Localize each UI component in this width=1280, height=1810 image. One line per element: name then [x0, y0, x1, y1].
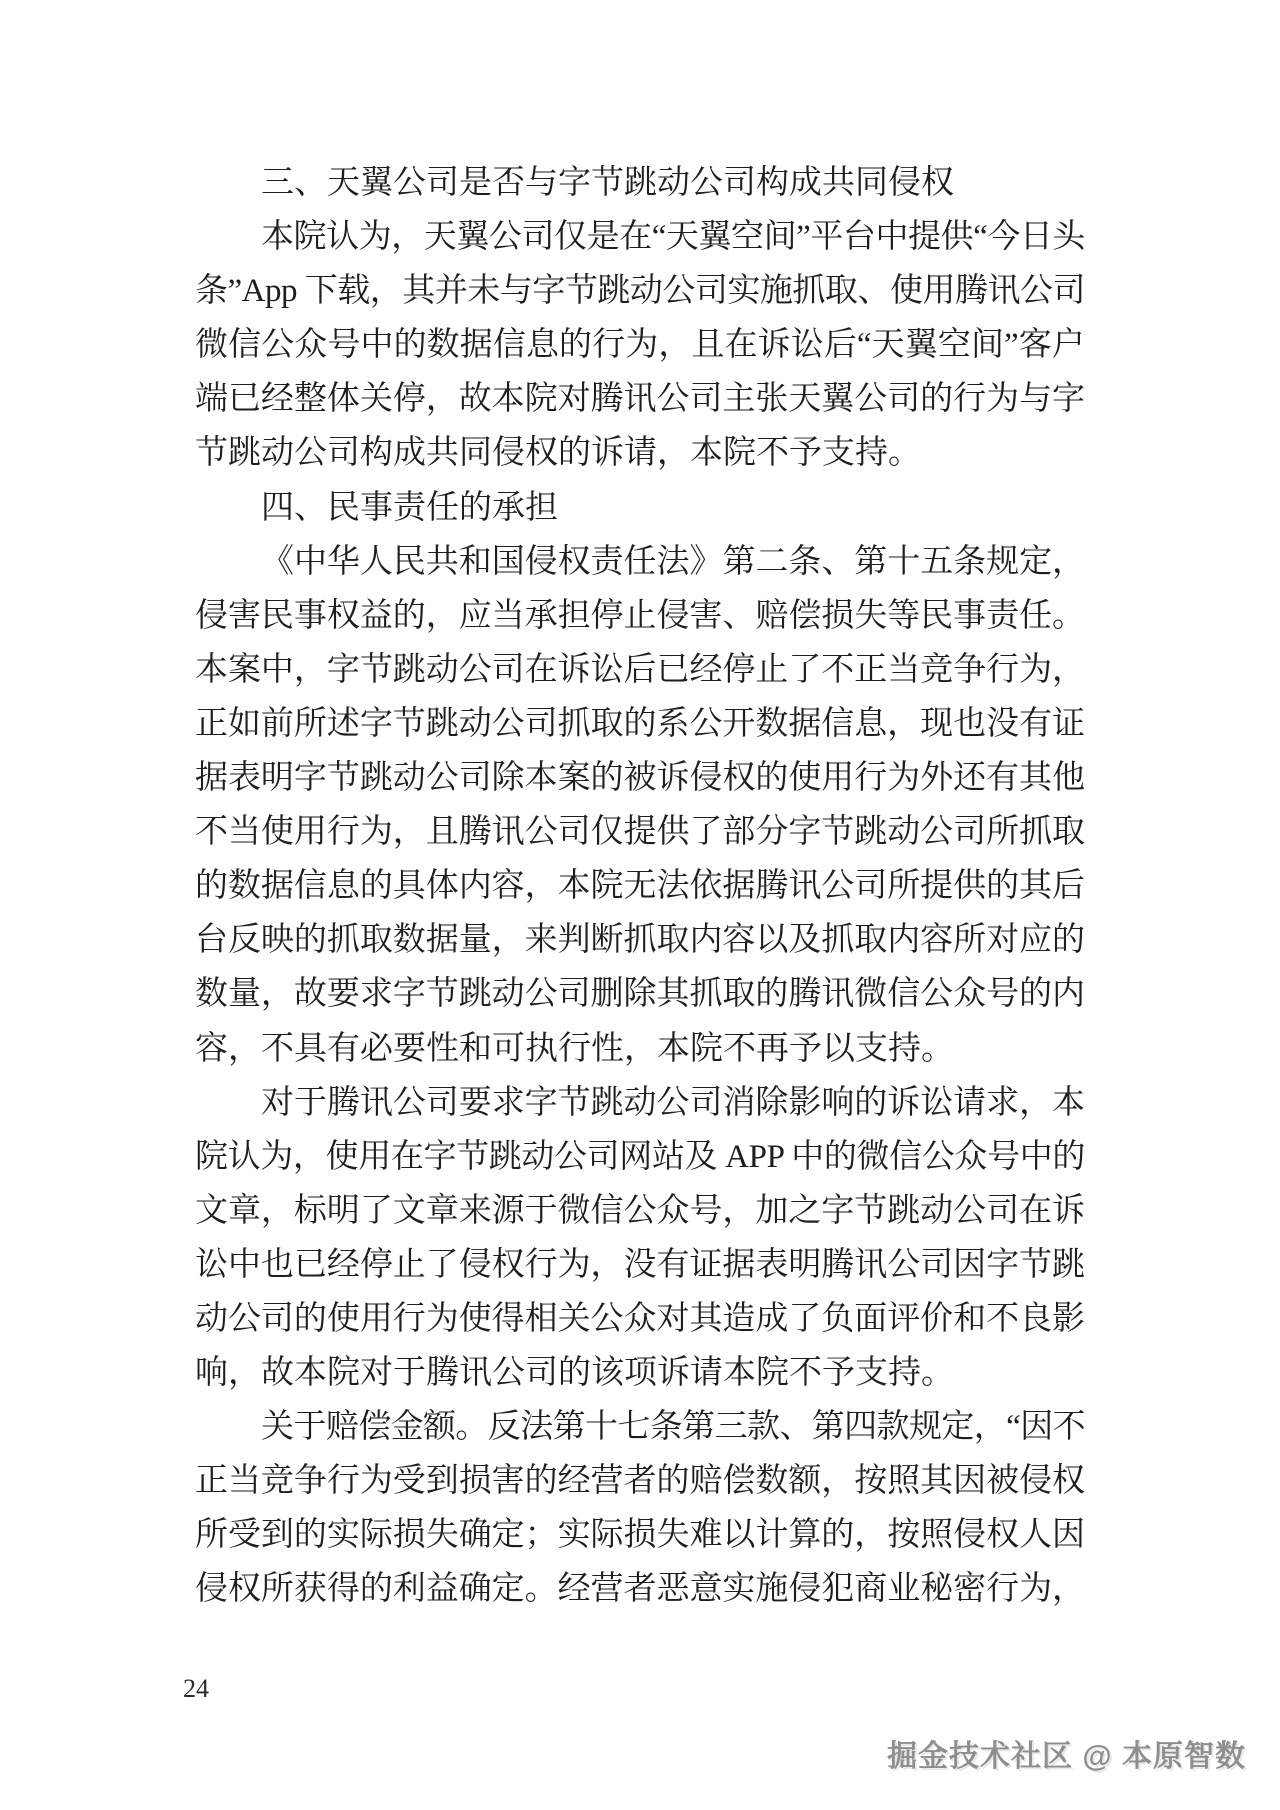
text-line	[195, 913, 1085, 967]
text-line	[195, 697, 1085, 751]
text-line	[195, 372, 1085, 426]
text-line	[195, 156, 1085, 210]
text-line	[195, 1562, 1085, 1616]
text-line-content: 院认为，使用在字节跳动公司网站及 APP 中的微信公众号中的	[195, 1138, 1085, 1175]
text-line	[195, 589, 1085, 643]
text-line	[195, 481, 1085, 535]
text-line-content: 本案中，字节跳动公司在诉讼后已经停止了不正当竞争行为，	[195, 651, 1086, 688]
text-line	[195, 1022, 1085, 1076]
text-line-content: 所受到的实际损失确定；实际损失难以计算的，按照侵权人因	[195, 1517, 1086, 1554]
text-line-content: 正当竞争行为受到损害的经营者的赔偿数额，按照其因被侵权	[195, 1463, 1086, 1500]
text-line-content: 微信公众号中的数据信息的行为，且在诉讼后“天翼空间”客户	[195, 327, 1085, 364]
text-line-content: 文章，标明了文章来源于微信公众号，加之字节跳动公司在诉	[195, 1192, 1086, 1229]
paragraph	[195, 535, 1085, 1076]
text-line-content: 讼中也已经停止了侵权行为，没有证据表明腾讯公司因字节跳	[195, 1246, 1086, 1283]
paragraph	[195, 1076, 1085, 1401]
text-line-content: 容，不具有必要性和可执行性，本院不再予以支持。	[195, 1030, 954, 1067]
text-line-content: 侵害民事权益的，应当承担停止侵害、赔偿损失等民事责任。	[195, 597, 1086, 634]
text-line-content: 侵权所获得的利益确定。经营者恶意实施侵犯商业秘密行为，	[195, 1571, 1086, 1608]
text-line	[195, 967, 1085, 1021]
text-line-content: 动公司的使用行为使得相关公众对其造成了负面评价和不良影	[195, 1300, 1086, 1337]
text-line	[195, 751, 1085, 805]
text-line-content: 条”App 下载，其并未与字节跳动公司实施抓取、使用腾讯公司	[195, 273, 1085, 310]
text-line-content: 不当使用行为，且腾讯公司仅提供了部分字节跳动公司所抓取	[195, 814, 1086, 851]
text-line-content: 对于腾讯公司要求字节跳动公司消除影响的诉讼请求，本	[261, 1084, 1086, 1121]
text-line	[195, 1400, 1085, 1454]
watermark: 掘金技术社区 @ 本原智数	[887, 1740, 1246, 1773]
text-line	[195, 426, 1085, 480]
text-line-content: 节跳动公司构成共同侵权的诉请，本院不予支持。	[195, 435, 921, 472]
text-line	[195, 1508, 1085, 1562]
paragraph	[195, 1400, 1085, 1616]
text-line	[195, 643, 1085, 697]
text-line-content: 本院认为，天翼公司仅是在“天翼空间”平台中提供“今日头	[261, 219, 1085, 256]
text-line-content: 据表明字节跳动公司除本案的被诉侵权的使用行为外还有其他	[195, 760, 1086, 797]
text-line-content: 的数据信息的具体内容，本院无法依据腾讯公司所提供的其后	[195, 868, 1086, 905]
text-line	[195, 859, 1085, 913]
text-line-content: 四、民事责任的承担	[261, 489, 558, 526]
section-heading	[195, 156, 1085, 210]
text-line	[195, 535, 1085, 589]
text-line	[195, 1292, 1085, 1346]
text-line-content: 端已经整体关停，故本院对腾讯公司主张天翼公司的行为与字	[195, 381, 1086, 418]
text-line-content: 三、天翼公司是否与字节跳动公司构成共同侵权	[261, 165, 954, 201]
text-line	[195, 1346, 1085, 1400]
page-number: 24	[183, 1674, 209, 1703]
text-line	[195, 1184, 1085, 1238]
judgment-body-text	[195, 156, 1085, 1617]
text-line-content: 《中华人民共和国侵权责任法》第二条、第十五条规定，	[261, 543, 1086, 580]
paragraph	[195, 210, 1085, 480]
text-line-content: 关于赔偿金额。反法第十七条第三款、第四款规定，“因不	[261, 1409, 1085, 1446]
text-line	[195, 318, 1085, 372]
text-line	[195, 805, 1085, 859]
text-line	[195, 264, 1085, 318]
text-line	[195, 1454, 1085, 1508]
text-line-content: 正如前所述字节跳动公司抓取的系公开数据信息，现也没有证	[195, 705, 1086, 742]
text-line-content: 数量，故要求字节跳动公司删除其抓取的腾讯微信公众号的内	[195, 976, 1086, 1013]
text-line	[195, 1130, 1085, 1184]
text-line-content: 响，故本院对于腾讯公司的该项诉请本院不予支持。	[195, 1355, 954, 1392]
text-line	[195, 1238, 1085, 1292]
text-line-content: 台反映的抓取数据量，来判断抓取内容以及抓取内容所对应的	[195, 922, 1086, 959]
section-heading	[195, 481, 1085, 535]
text-line	[195, 1076, 1085, 1130]
text-line	[195, 210, 1085, 264]
